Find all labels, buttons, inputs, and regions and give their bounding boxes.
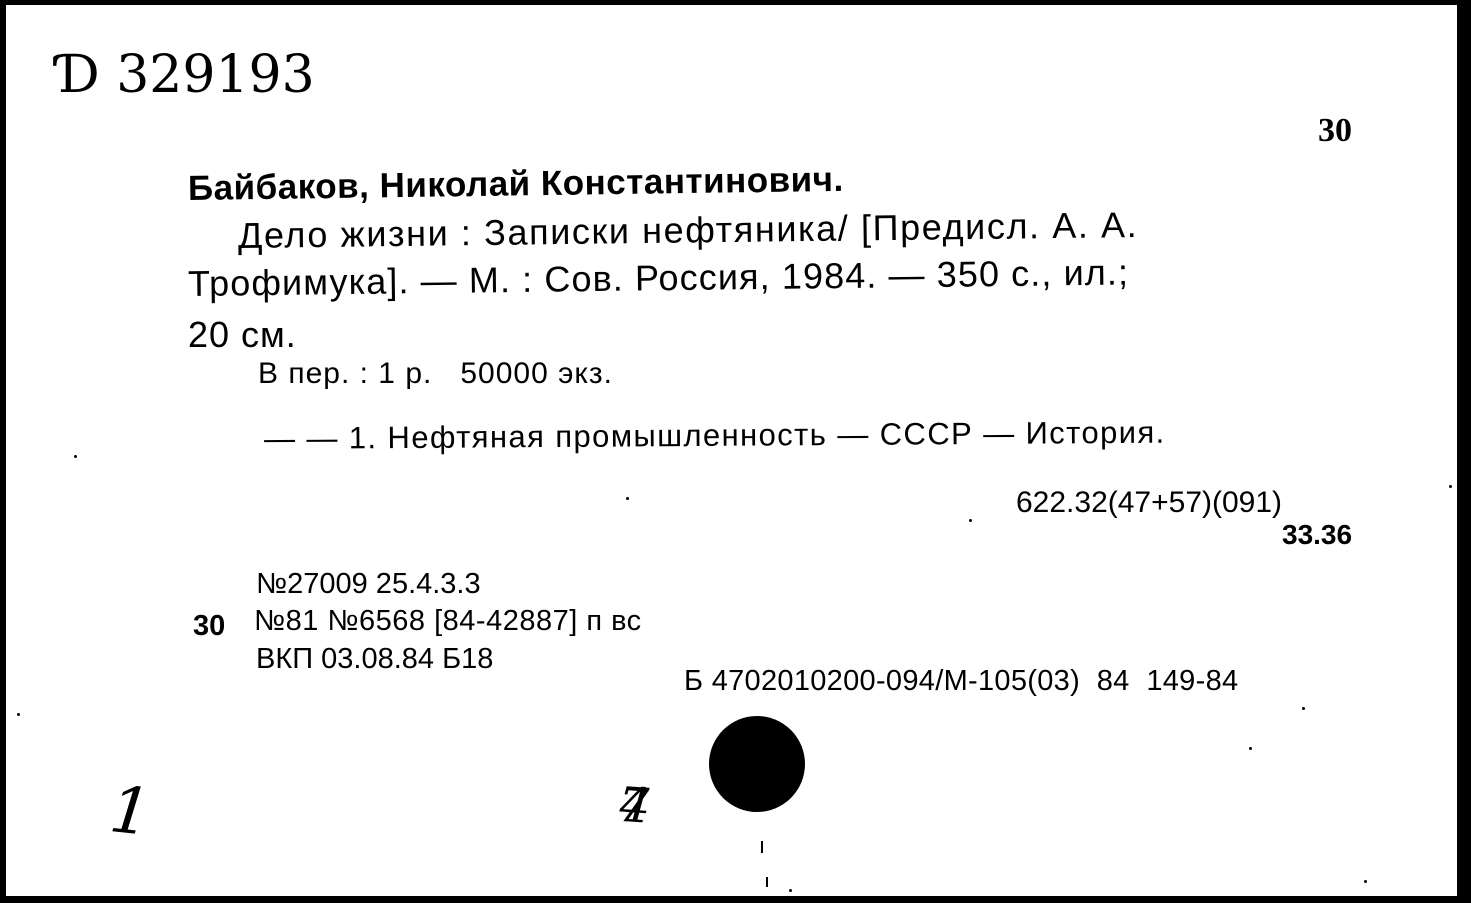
speck-mark [17, 713, 20, 716]
handwritten-number-left: 1 [106, 773, 155, 851]
speck-mark [789, 889, 792, 892]
price-line: В пер. : 1 р. 50000 экз. [258, 357, 613, 390]
speck-mark [74, 455, 77, 458]
record-line-1: №27009 25.4.3.3 [256, 568, 481, 600]
record-prefix: 30 [193, 610, 226, 642]
inventory-number: Ɗ 329193 [58, 45, 315, 105]
speck-mark [1364, 880, 1367, 883]
handwritten-number-center: 7 4 [616, 776, 631, 834]
speck-mark [1449, 485, 1452, 488]
subject-heading: — — 1. Нефтяная промышленность — СССР — История. [263, 414, 1166, 456]
tick-mark [761, 841, 763, 853]
speck-mark [1249, 747, 1252, 750]
catalog-code: Б 4702010200-094/М-105(03) 84 149-84 [684, 665, 1239, 697]
title-line-3: 20 см. [188, 314, 297, 355]
shelf-code: 30 [1318, 112, 1352, 149]
speck-mark [969, 519, 972, 522]
record-line-3: ВКП 03.08.84 Б18 [256, 643, 494, 675]
speck-mark [626, 497, 629, 500]
tick-mark [766, 877, 768, 887]
title-line-2: Трофимука]. — М. : Сов. Россия, 1984. — 350 с., ил.; [187, 251, 1130, 304]
author-heading: Байбаков, Николай Константинович. [187, 159, 844, 208]
bbk-code: 33.36 [1282, 519, 1353, 550]
speck-mark [1302, 707, 1305, 710]
record-line-2: №81 №6568 [84-42887] п вс [254, 605, 642, 637]
punch-hole [709, 716, 805, 812]
title-line-1: Дело жизни : Записки нефтяника/ [Предисл. А. А. [237, 204, 1139, 256]
catalog-card [6, 5, 1457, 896]
udc-code: 622.32(47+57)(091) [1016, 486, 1283, 519]
